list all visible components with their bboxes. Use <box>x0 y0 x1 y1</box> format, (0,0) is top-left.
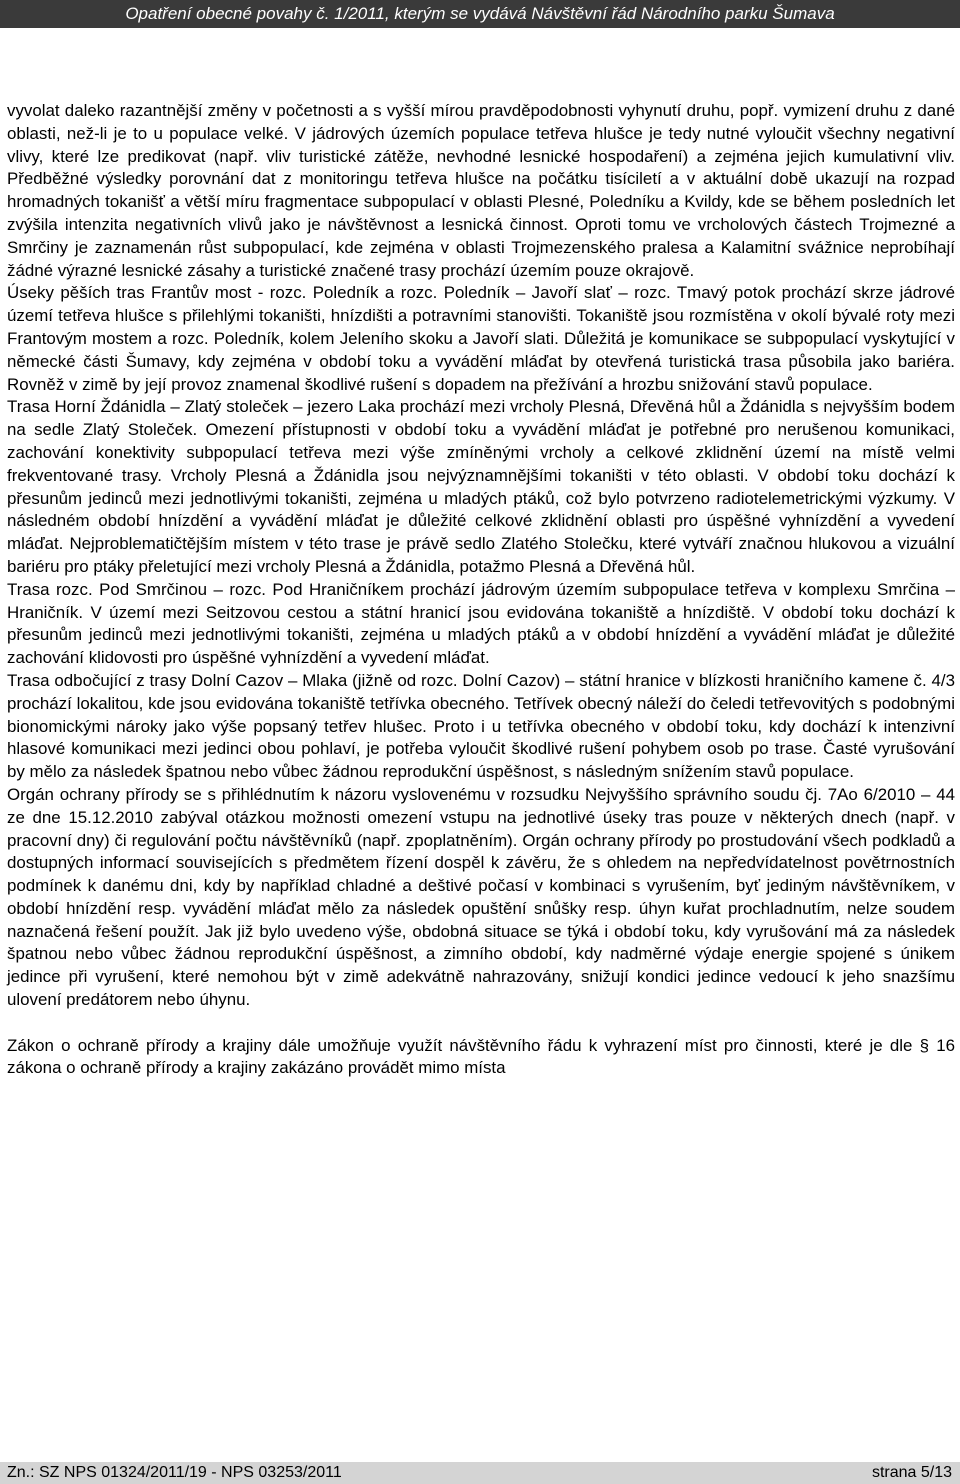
paragraph-horni-zdanidla: Trasa Horní Ždánidla – Zlatý stoleček – jezero Laka prochází mezi vrcholy Plesná, Dřevěná hůl a Ždánidla s nejvyšším bodem na sedle Zlatý Stoleček. Omezení přístupnosti v období toku a vyvádění mláďat je potřebné pro nerušenou komunikaci, zachování konektivity subpopulací tetřeva mezi výše zmíněnými vrcholy a celkové zklidnění území na místě velmi frekventované trasy. Vrcholy Plesná a Ždánidla jsou nejvýznamnějšími tokaništi v této oblasti. V období toku dochází k přesunům jedinců mezi jednotlivými tokaništi, zejména u mladých ptáků, což bylo potvrzeno radiotelemetrickými výzkumy. V následném období hnízdění a vyvádění mláďat je důležité celkové zklidnění oblasti pro úspěšné vyhnízdění a vyvedení mláďat. Nejproblematičtějším místem v této trase je právě sedlo Zlatého Stolečku, které vytváří značnou hlukovou a vizuální bariéru pro ptáky přeletující mezi vrcholy Plesná a Ždánidla, potažmo Plesná a Dřevěná hůl. <box>7 397 955 576</box>
footer-page-number: strana 5/13 <box>871 1464 952 1481</box>
paragraph-capercaillie-core-areas: vyvolat daleko razantnější změny v početnosti a s vyšší mírou pravděpodobnosti vyhynutí druhu, popř. vymizení druhu z dané oblasti, než-li je to u populace velké. V jádrových územích populace tetřeva hlušce je tedy nutné vyloučit všechny negativní vlivy, které lze predikovat (např. vliv turistické zátěže, nevhodné lesnické hospodaření) a zejména jejich kumulativní vliv. Předběžné výsledky porovnání dat z monitoringu tetřeva hlušce na počátku tisíciletí a v aktuální době ukazují na rozpad hromadných tokanišť a větší míru fragmentace subpopulací v oblasti Plesné, Poledníku a Kvildy, kde se během posledních let zvýšila intenzita negativních vlivů jako je návštěvnost a lesnická činnost. Oproti tomu ve vrcholových částech Trojmezné a Smrčiny je zaznamenán růst subpopulací, kde zejména v oblasti Trojmezenského pralesa a Kalamitní svážnice neprobíhají žádné výrazné lesnické zásahy a turistické značené trasy prochází územím pouze okrajově. <box>7 101 955 280</box>
paragraph-pod-smrcinou: Trasa rozc. Pod Smrčinou – rozc. Pod Hraničníkem prochází jádrovým územím subpopulace tetřeva v komplexu Smrčina – Hraničník. V území mezi Seitzovou cestou a státní hranicí jsou evidována tokaniště a hnízdiště. V období toku dochází k přesunům jedinců mezi jednotlivými tokaništi, zejména u mladých ptáků a v období hnízdění a vyvádění mláďat je důležité zachování klidovosti pro úspěšné vyhnízdění a vyvedení mláďat. <box>7 579 955 668</box>
footer-reference: Zn.: SZ NPS 01324/2011/19 - NPS 03253/2011 <box>7 1464 342 1481</box>
document-header-title: Opatření obecné povahy č. 1/2011, kterým se vydává Návštěvní řád Národního parku Šumava <box>125 4 835 23</box>
paragraph-nature-protection-act: Zákon o ochraně přírody a krajiny dále umožňuje využít návštěvního řádu k vyhrazení míst pro činnosti, které je dle § 16 zákona o ochraně přírody a krajiny zakázáno provádět mimo místa <box>7 1035 955 1078</box>
document-footer <box>0 1462 960 1484</box>
paragraph-frantuv-most-poledník: Úseky pěších tras Frantův most - rozc. Poledník a rozc. Poledník – Javoří slať – rozc. Tmavý potok prochází skrze jádrové území tetřeva hlušce s přilehlými tokaništi, hnízdišti a potravními stanovišti. Tokaniště jsou rozmístěna v okolí bývalé roty mezi Frantovým mostem a rozc. Poledník, kolem Jeleního skoku a Javoří slati. Důležitá je komunikace se subpopulací vyskytující v německé části Šumavy, kdy zejména v období toku a vyvádění mláďat by otevřená turistická trasa působila jako bariéra. Rovněž v zimě by její provoz znamenal škodlivé rušení s dopadem na přežívání a hrozbu snižování stavů populace. <box>7 283 955 394</box>
document-body <box>7 100 955 1080</box>
paragraph-dolni-cazov: Trasa odbočující z trasy Dolní Cazov – Mlaka (jižně od rozc. Dolní Cazov) – státní hranice v blízkosti hraničního kamene č. 4/3 prochází lokalitou, kde jsou evidována tokaniště tetřívka obecného. Tetřívek obecný náleží do čeledi tetřevovitých s podobnými bionomickými nároky jako výše popsaný tetřev hlušec. Proto i u tetřívka obecného v období toku, kdy dochází k intenzivní hlasové komunikaci mezi jedinci obou pohlaví, je potřeba vyloučit škodlivé rušení pohybem osob po trase. Časté vyrušování by mělo za následek špatnou nebo vůbec žádnou reprodukční úspěšnost, s následným snížením stavů populace. <box>7 670 955 782</box>
document-header <box>0 0 960 28</box>
paragraph-court-ruling: Orgán ochrany přírody se s přihlédnutím k názoru vyslovenému v rozsudku Nejvyššího správního soudu čj. 7Ao 6/2010 – 44 ze dne 15.12.2010 zabýval otázkou možnosti omezení vstupu na jednotlivé úseky tras pouze v některých dnech (např. v pracovní dny) či regulování počtu návštěvníků (např. zpoplatněním). Orgán ochrany přírody po prostudování všech podkladů a dostupných informací souvisejících s předmětem řízení dospěl k závěru, že s ohledem na nepředvídatelnost povětrnostních podmínek k danému dni, kdy by například chladné a deštivé počasí v kombinaci s vyrušením, byť jediným návštěvníkem, v období hnízdění resp. vyvádění mláďat mělo za následek opuštění snůšky resp. úhyn kuřat prochladnutím, nelze soudem naznačená řešení použít. Jak již bylo uvedeno výše, obdobná situace se týká i období toku, kdy vyrušování má za následek špatnou nebo vůbec žádnou reprodukční úspěšnost, a zimního období, kdy nadměrné výdaje energie spojené s únikem jedince při vyrušení, které nemohou být v zimě adekvátně nahrazovány, snižují kondici jedince vedoucí k jeho snazšímu ulovení predátorem nebo úhynu. <box>7 784 955 1010</box>
